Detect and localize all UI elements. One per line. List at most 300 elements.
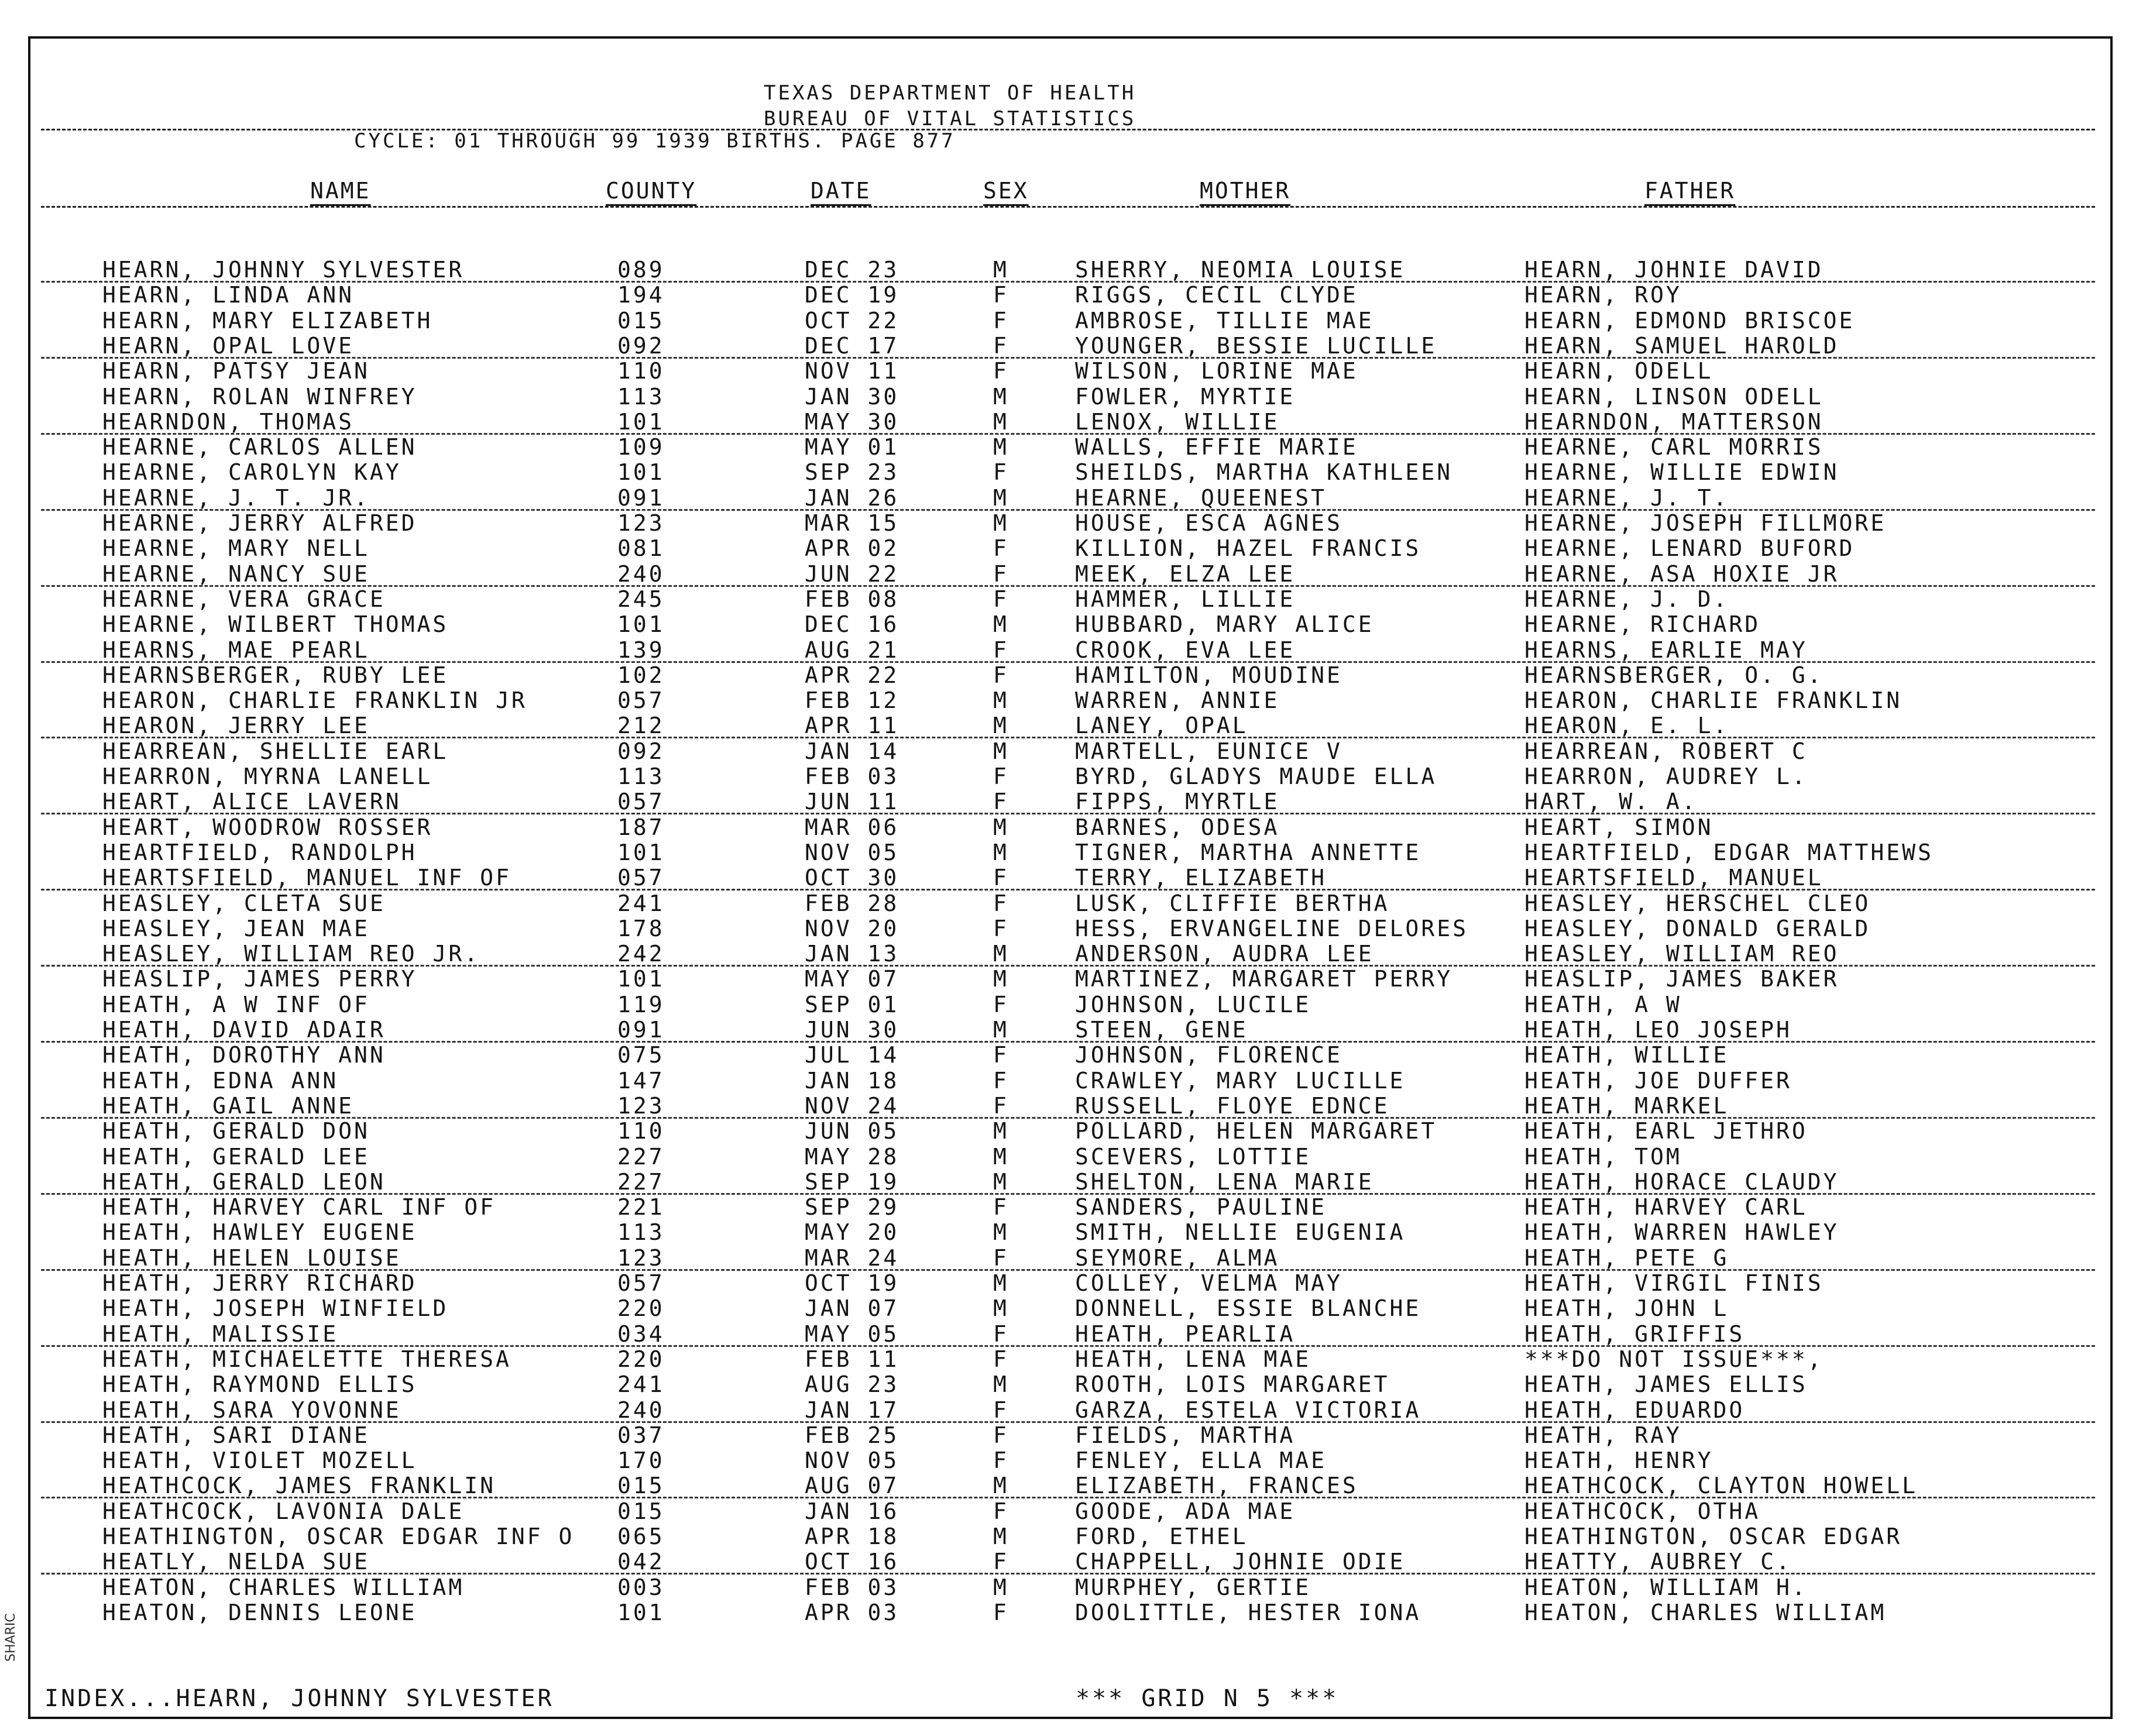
cell-sex: M [993, 611, 1009, 638]
cell-name: HEART, ALICE LAVERN [102, 789, 401, 815]
cell-mother: WILSON, LORINE MAE [1075, 358, 1358, 384]
table-row [0, 1195, 2153, 1220]
cell-mother: FIELDS, MARTHA [1075, 1422, 1296, 1448]
cell-sex: F [993, 1194, 1009, 1221]
cell-county: 220 [617, 1295, 665, 1322]
cell-county: 220 [617, 1346, 665, 1372]
cell-county: 147 [617, 1067, 665, 1094]
cell-name: HEATH, HAWLEY EUGENE [102, 1219, 417, 1246]
cell-father: HEATH, PETE G [1524, 1245, 1729, 1271]
cell-name: HEARRON, MYRNA LANELL [102, 764, 433, 789]
cell-county: 241 [617, 1371, 665, 1398]
cell-sex: M [993, 1371, 1009, 1398]
header-rule [41, 129, 2095, 130]
cell-date: APR 03 [805, 1599, 899, 1625]
cell-sex: F [993, 307, 1009, 334]
cell-name: HEASLIP, JAMES PERRY [102, 966, 417, 992]
footer-grid: *** GRID N 5 *** [1076, 1685, 1339, 1712]
table-row [0, 739, 2153, 764]
cell-sex: M [993, 738, 1009, 764]
cell-date: MAR 15 [805, 510, 899, 536]
cell-name: HEATH, GAIL ANNE [102, 1092, 355, 1119]
cell-name: HEATLY, NELDA SUE [102, 1549, 370, 1575]
table-row [0, 460, 2153, 485]
cell-county: 240 [617, 561, 665, 587]
cell-date: OCT 22 [805, 307, 899, 334]
cell-date: FEB 03 [805, 1574, 899, 1600]
cell-county: 221 [617, 1194, 665, 1221]
cell-name: HEATH, GERALD LEON [102, 1168, 386, 1195]
cell-father: HEATHCOCK, OTHA [1524, 1498, 1761, 1524]
cell-date: MAY 05 [805, 1321, 899, 1347]
cell-mother: GARZA, ESTELA VICTORIA [1075, 1397, 1421, 1423]
cell-name: HEARNE, J. T. JR. [102, 484, 370, 511]
cell-date: MAY 28 [805, 1143, 899, 1170]
cell-mother: WARREN, ANNIE [1075, 687, 1280, 714]
cell-date: NOV 20 [805, 915, 899, 941]
cell-mother: MEEK, ELZA LEE [1075, 561, 1296, 587]
column-header-sex: SEX [983, 178, 1029, 204]
cell-county: 119 [617, 991, 665, 1017]
cell-date: MAY 01 [805, 434, 899, 460]
cell-county: 109 [617, 434, 665, 460]
cell-county: 245 [617, 586, 665, 612]
cell-county: 123 [617, 1092, 665, 1119]
cell-mother: GOODE, ADA MAE [1075, 1498, 1296, 1524]
cell-father: HEATH, HENRY [1524, 1448, 1714, 1474]
cell-date: NOV 05 [805, 839, 899, 865]
cell-name: HEARNDON, THOMAS [102, 408, 355, 435]
cell-sex: F [993, 1599, 1009, 1625]
cell-name: HEARTSFIELD, MANUEL INF OF [102, 865, 511, 891]
cell-father: HEARN, ROY [1524, 282, 1682, 308]
cell-father: HEATHCOCK, CLAYTON HOWELL [1524, 1473, 1918, 1499]
table-row [0, 1271, 2153, 1296]
cell-mother: KILLION, HAZEL FRANCIS [1075, 535, 1421, 562]
cell-sex: F [993, 1549, 1009, 1575]
table-row [0, 257, 2153, 283]
cell-father: HEARON, CHARLIE FRANKLIN [1524, 687, 1903, 714]
cell-date: JAN 07 [805, 1295, 899, 1322]
cell-father: HEARNE, J. T. [1524, 484, 1729, 511]
table-row [0, 1170, 2153, 1195]
cell-father: HEARNE, RICHARD [1524, 611, 1761, 638]
cell-date: JAN 16 [805, 1498, 899, 1524]
cell-county: 034 [617, 1321, 665, 1347]
cell-county: 075 [617, 1042, 665, 1068]
cell-county: 057 [617, 789, 665, 815]
cell-mother: FORD, ETHEL [1075, 1524, 1248, 1549]
cell-name: HEATH, HARVEY CARL INF OF [102, 1194, 496, 1221]
side-tag: SHARIC [4, 1613, 18, 1662]
table-row [0, 840, 2153, 865]
table-row [0, 511, 2153, 536]
table-row [0, 1043, 2153, 1068]
table-row [0, 1296, 2153, 1321]
table-row [0, 1220, 2153, 1245]
cell-county: 113 [617, 383, 665, 410]
footer-index: INDEX...HEARN, JOHNNY SYLVESTER [44, 1685, 554, 1712]
cell-mother: FENLEY, ELLA MAE [1075, 1448, 1327, 1474]
cell-county: 113 [617, 764, 665, 789]
cell-county: 227 [617, 1168, 665, 1195]
cell-father: HEATH, JOE DUFFER [1524, 1067, 1792, 1094]
table-row [0, 916, 2153, 941]
cell-father: HEATH, WILLIE [1524, 1042, 1729, 1068]
cell-mother: COLLEY, VELMA MAY [1075, 1270, 1342, 1296]
cell-sex: F [993, 764, 1009, 789]
cell-name: HEATH, MICHAELETTE THERESA [102, 1346, 511, 1372]
cell-county: 101 [617, 1599, 665, 1625]
cell-mother: FIPPS, MYRTLE [1075, 789, 1280, 815]
cell-county: 240 [617, 1397, 665, 1423]
cell-name: HEATH, A W INF OF [102, 991, 370, 1017]
cell-sex: F [993, 1346, 1009, 1372]
cell-date: JAN 17 [805, 1397, 899, 1423]
cell-sex: F [993, 789, 1009, 815]
cell-name: HEATH, HELEN LOUISE [102, 1245, 401, 1271]
cell-mother: STEEN, GENE [1075, 1017, 1248, 1043]
table-row [0, 1423, 2153, 1448]
cell-mother: ELIZABETH, FRANCES [1075, 1473, 1358, 1499]
table-row [0, 992, 2153, 1017]
cell-county: 242 [617, 941, 665, 967]
table-row [0, 1398, 2153, 1423]
cell-name: HEATHCOCK, JAMES FRANKLIN [102, 1473, 496, 1499]
cell-mother: CROOK, EVA LEE [1075, 637, 1296, 663]
cell-name: HEART, WOODROW ROSSER [102, 814, 433, 840]
cell-mother: RUSSELL, FLOYE EDNCE [1075, 1092, 1390, 1119]
cell-name: HEARN, JOHNNY SYLVESTER [102, 257, 465, 283]
cell-date: OCT 30 [805, 865, 899, 891]
cell-mother: SHELTON, LENA MARIE [1075, 1168, 1374, 1195]
cell-name: HEARN, PATSY JEAN [102, 358, 370, 384]
cell-mother: HEATH, LENA MAE [1075, 1346, 1311, 1372]
cell-father: HEATH, WARREN HAWLEY [1524, 1219, 1839, 1246]
cell-county: 042 [617, 1549, 665, 1575]
cell-father: HEARNE, ASA HOXIE JR [1524, 561, 1839, 587]
cell-county: 139 [617, 637, 665, 663]
cell-name: HEARN, OPAL LOVE [102, 332, 355, 359]
cell-date: AUG 07 [805, 1473, 899, 1499]
cell-county: 123 [617, 510, 665, 536]
cell-father: HEARNE, CARL MORRIS [1524, 434, 1824, 460]
cell-mother: SHERRY, NEOMIA LOUISE [1075, 257, 1406, 283]
table-row [0, 1473, 2153, 1498]
cell-date: FEB 25 [805, 1422, 899, 1448]
cell-mother: ANDERSON, AUDRA LEE [1075, 941, 1374, 967]
cell-mother: HEATH, PEARLIA [1075, 1321, 1296, 1347]
cell-date: DEC 17 [805, 332, 899, 359]
cell-name: HEATON, CHARLES WILLIAM [102, 1574, 465, 1600]
cell-father: HEATH, EARL JETHRO [1524, 1118, 1808, 1144]
cell-date: SEP 29 [805, 1194, 899, 1221]
cell-name: HEARREAN, SHELLIE EARL [102, 738, 449, 764]
table-row [0, 486, 2153, 511]
cell-county: 101 [617, 966, 665, 992]
cell-mother: SMITH, NELLIE EUGENIA [1075, 1219, 1406, 1246]
cell-date: FEB 28 [805, 890, 899, 916]
cell-county: 065 [617, 1524, 665, 1549]
cell-date: FEB 03 [805, 764, 899, 789]
cell-name: HEATH, SARI DIANE [102, 1422, 370, 1448]
cell-mother: CRAWLEY, MARY LUCILLE [1075, 1067, 1406, 1094]
cell-name: HEATH, DOROTHY ANN [102, 1042, 386, 1068]
cell-name: HEASLEY, JEAN MAE [102, 915, 370, 941]
cell-county: 113 [617, 1219, 665, 1246]
table-row [0, 1119, 2153, 1144]
cell-sex: M [993, 1473, 1009, 1499]
cell-father: HEATHINGTON, OSCAR EDGAR [1524, 1524, 1903, 1549]
cell-father: HEASLEY, HERSCHEL CLEO [1524, 890, 1871, 916]
header-bureau: BUREAU OF VITAL STATISTICS [764, 107, 1136, 130]
cell-mother: MARTELL, EUNICE V [1075, 738, 1342, 764]
cell-father: HEARN, LINSON ODELL [1524, 383, 1824, 410]
cell-county: 123 [617, 1245, 665, 1271]
cell-mother: ROOTH, LOIS MARGARET [1075, 1371, 1390, 1398]
cell-name: HEATON, DENNIS LEONE [102, 1599, 417, 1625]
cell-mother: WALLS, EFFIE MARIE [1075, 434, 1358, 460]
table-row [0, 1094, 2153, 1119]
cell-county: 081 [617, 535, 665, 562]
cell-sex: M [993, 383, 1009, 410]
cell-father: HEATH, JAMES ELLIS [1524, 1371, 1808, 1398]
cell-name: HEATH, DAVID ADAIR [102, 1017, 386, 1043]
cell-name: HEATH, JOSEPH WINFIELD [102, 1295, 449, 1322]
cell-father: HEATH, RAY [1524, 1422, 1682, 1448]
cell-mother: SANDERS, PAULINE [1075, 1194, 1327, 1221]
cell-county: 003 [617, 1574, 665, 1600]
table-row [0, 713, 2153, 738]
cell-mother: TERRY, ELIZABETH [1075, 865, 1327, 891]
cell-mother: HEARNE, QUEENEST [1075, 484, 1327, 511]
cell-father: HEARREAN, ROBERT C [1524, 738, 1808, 764]
cell-mother: SHEILDS, MARTHA KATHLEEN [1075, 459, 1453, 486]
cell-name: HEARNE, CAROLYN KAY [102, 459, 401, 486]
cell-name: HEATHCOCK, LAVONIA DALE [102, 1498, 465, 1524]
cell-sex: F [993, 890, 1009, 916]
cell-county: 110 [617, 1118, 665, 1144]
cell-father: HEATH, MARKEL [1524, 1092, 1729, 1119]
cell-county: 015 [617, 1473, 665, 1499]
cell-sex: M [993, 713, 1009, 739]
cell-sex: F [993, 1042, 1009, 1068]
cell-sex: M [993, 484, 1009, 511]
column-header-county: COUNTY [606, 178, 697, 204]
table-row [0, 663, 2153, 688]
cell-date: APR 18 [805, 1524, 899, 1549]
cell-county: 091 [617, 1017, 665, 1043]
cell-date: APR 11 [805, 713, 899, 739]
table-row [0, 1068, 2153, 1094]
cell-name: HEARNE, VERA GRACE [102, 586, 386, 612]
cell-sex: F [993, 535, 1009, 562]
cell-sex: F [993, 332, 1009, 359]
cell-father: HEARNE, WILLIE EDWIN [1524, 459, 1839, 486]
cell-date: APR 02 [805, 535, 899, 562]
cell-mother: FOWLER, MYRTIE [1075, 383, 1296, 410]
cell-name: HEARNSBERGER, RUBY LEE [102, 662, 449, 688]
table-row [0, 638, 2153, 663]
cell-father: HEASLEY, DONALD GERALD [1524, 915, 1871, 941]
cell-sex: M [993, 1168, 1009, 1195]
cell-date: SEP 19 [805, 1168, 899, 1195]
cell-date: JAN 30 [805, 383, 899, 410]
cell-date: JAN 26 [805, 484, 899, 511]
cell-sex: M [993, 434, 1009, 460]
cell-father: HEATH, TOM [1524, 1143, 1682, 1170]
cell-mother: HUBBARD, MARY ALICE [1075, 611, 1374, 638]
cell-date: NOV 11 [805, 358, 899, 384]
cell-mother: LANEY, OPAL [1075, 713, 1248, 739]
cell-mother: DOOLITTLE, HESTER IONA [1075, 1599, 1421, 1625]
cell-county: 037 [617, 1422, 665, 1448]
cell-sex: M [993, 1219, 1009, 1246]
cell-county: 092 [617, 332, 665, 359]
table-row [0, 815, 2153, 840]
cell-date: JUN 22 [805, 561, 899, 587]
cell-sex: M [993, 510, 1009, 536]
cell-father: HART, W. A. [1524, 789, 1698, 815]
cell-county: 170 [617, 1448, 665, 1474]
table-row [0, 967, 2153, 992]
cell-date: JAN 18 [805, 1067, 899, 1094]
cell-name: HEARNE, WILBERT THOMAS [102, 611, 449, 638]
cell-name: HEARNE, JERRY ALFRED [102, 510, 417, 536]
column-header-mother: MOTHER [1200, 178, 1291, 204]
cell-date: NOV 05 [805, 1448, 899, 1474]
table-row [0, 384, 2153, 410]
cell-father: ***DO NOT ISSUE***, [1524, 1346, 1824, 1372]
cell-mother: JOHNSON, LUCILE [1075, 991, 1311, 1017]
table-row [0, 435, 2153, 460]
cell-county: 212 [617, 713, 665, 739]
cell-date: FEB 08 [805, 586, 899, 612]
cell-date: MAR 24 [805, 1245, 899, 1271]
cell-county: 187 [617, 814, 665, 840]
cell-date: MAR 06 [805, 814, 899, 840]
cell-county: 057 [617, 687, 665, 714]
cell-sex: F [993, 1448, 1009, 1474]
cell-name: HEATH, GERALD LEE [102, 1143, 370, 1170]
table-row [0, 1448, 2153, 1473]
cell-name: HEARON, JERRY LEE [102, 713, 370, 739]
cell-sex: F [993, 1498, 1009, 1524]
table-row [0, 941, 2153, 967]
cell-sex: F [993, 459, 1009, 486]
cell-county: 102 [617, 662, 665, 688]
cell-sex: M [993, 1118, 1009, 1144]
table-row [0, 1246, 2153, 1271]
cell-name: HEARNS, MAE PEARL [102, 637, 370, 663]
cell-county: 110 [617, 358, 665, 384]
cell-father: HEARN, JOHNIE DAVID [1524, 257, 1824, 283]
table-row [0, 1600, 2153, 1625]
cell-sex: F [993, 662, 1009, 688]
cell-sex: F [993, 991, 1009, 1017]
cell-mother: YOUNGER, BESSIE LUCILLE [1075, 332, 1437, 359]
cell-father: HEARTFIELD, EDGAR MATTHEWS [1524, 839, 1934, 865]
cell-sex: M [993, 1143, 1009, 1170]
cell-date: JUN 05 [805, 1118, 899, 1144]
cell-name: HEARNE, MARY NELL [102, 535, 370, 562]
cell-mother: SCEVERS, LOTTIE [1075, 1143, 1311, 1170]
table-row [0, 1524, 2153, 1549]
cell-county: 057 [617, 1270, 665, 1296]
cell-mother: CHAPPELL, JOHNIE ODIE [1075, 1549, 1406, 1575]
cell-name: HEASLEY, WILLIAM REO JR. [102, 941, 480, 967]
cell-name: HEARON, CHARLIE FRANKLIN JR [102, 687, 527, 714]
cell-county: 092 [617, 738, 665, 764]
cell-father: HEART, SIMON [1524, 814, 1714, 840]
cell-sex: M [993, 1524, 1009, 1549]
cell-father: HEATH, EDUARDO [1524, 1397, 1745, 1423]
cell-county: 241 [617, 890, 665, 916]
cell-father: HEATTY, AUBREY C. [1524, 1549, 1792, 1575]
cell-name: HEATH, VIOLET MOZELL [102, 1448, 417, 1474]
cell-sex: M [993, 1574, 1009, 1600]
cell-father: HEARNDON, MATTERSON [1524, 408, 1824, 435]
cell-date: MAY 30 [805, 408, 899, 435]
cell-father: HEARRON, AUDREY L. [1524, 764, 1808, 789]
cell-mother: LENOX, WILLIE [1075, 408, 1280, 435]
cell-date: SEP 23 [805, 459, 899, 486]
cell-father: HEARN, SAMUEL HAROLD [1524, 332, 1839, 359]
cell-mother: AMBROSE, TILLIE MAE [1075, 307, 1374, 334]
cell-father: HEATH, JOHN L [1524, 1295, 1729, 1322]
header-agency: TEXAS DEPARTMENT OF HEALTH [764, 81, 1136, 105]
cell-sex: M [993, 814, 1009, 840]
cell-county: 091 [617, 484, 665, 511]
cell-name: HEARN, LINDA ANN [102, 282, 355, 308]
cell-sex: F [993, 282, 1009, 308]
cell-date: MAY 20 [805, 1219, 899, 1246]
cell-date: NOV 24 [805, 1092, 899, 1119]
cell-name: HEATH, MALISSIE [102, 1321, 339, 1347]
cell-date: OCT 16 [805, 1549, 899, 1575]
cell-county: 227 [617, 1143, 665, 1170]
cell-sex: F [993, 637, 1009, 663]
cell-father: HEARON, E. L. [1524, 713, 1729, 739]
cell-sex: M [993, 257, 1009, 283]
cell-date: FEB 11 [805, 1346, 899, 1372]
cell-father: HEATON, CHARLES WILLIAM [1524, 1599, 1887, 1625]
cell-county: 101 [617, 611, 665, 638]
table-row [0, 1017, 2153, 1043]
cell-county: 057 [617, 865, 665, 891]
cell-sex: F [993, 1092, 1009, 1119]
cell-county: 101 [617, 459, 665, 486]
table-row [0, 1549, 2153, 1575]
cell-name: HEATHINGTON, OSCAR EDGAR INF O [102, 1524, 575, 1549]
cell-father: HEARN, ODELL [1524, 358, 1714, 384]
cell-mother: HOUSE, ESCA AGNES [1075, 510, 1342, 536]
column-header-father: FATHER [1644, 178, 1736, 204]
cell-sex: M [993, 941, 1009, 967]
header-cycle: CYCLE: 01 THROUGH 99 1939 BIRTHS. PAGE 877 [354, 129, 956, 153]
cell-name: HEASLEY, CLETA SUE [102, 890, 386, 916]
cell-name: HEARN, ROLAN WINFREY [102, 383, 417, 410]
cell-date: JUN 11 [805, 789, 899, 815]
cell-father: HEARTSFIELD, MANUEL [1524, 865, 1824, 891]
cell-date: OCT 19 [805, 1270, 899, 1296]
table-row [0, 410, 2153, 435]
cell-mother: TIGNER, MARTHA ANNETTE [1075, 839, 1421, 865]
table-row [0, 891, 2153, 916]
cell-date: APR 22 [805, 662, 899, 688]
cell-father: HEARN, EDMOND BRISCOE [1524, 307, 1855, 334]
cell-sex: M [993, 966, 1009, 992]
